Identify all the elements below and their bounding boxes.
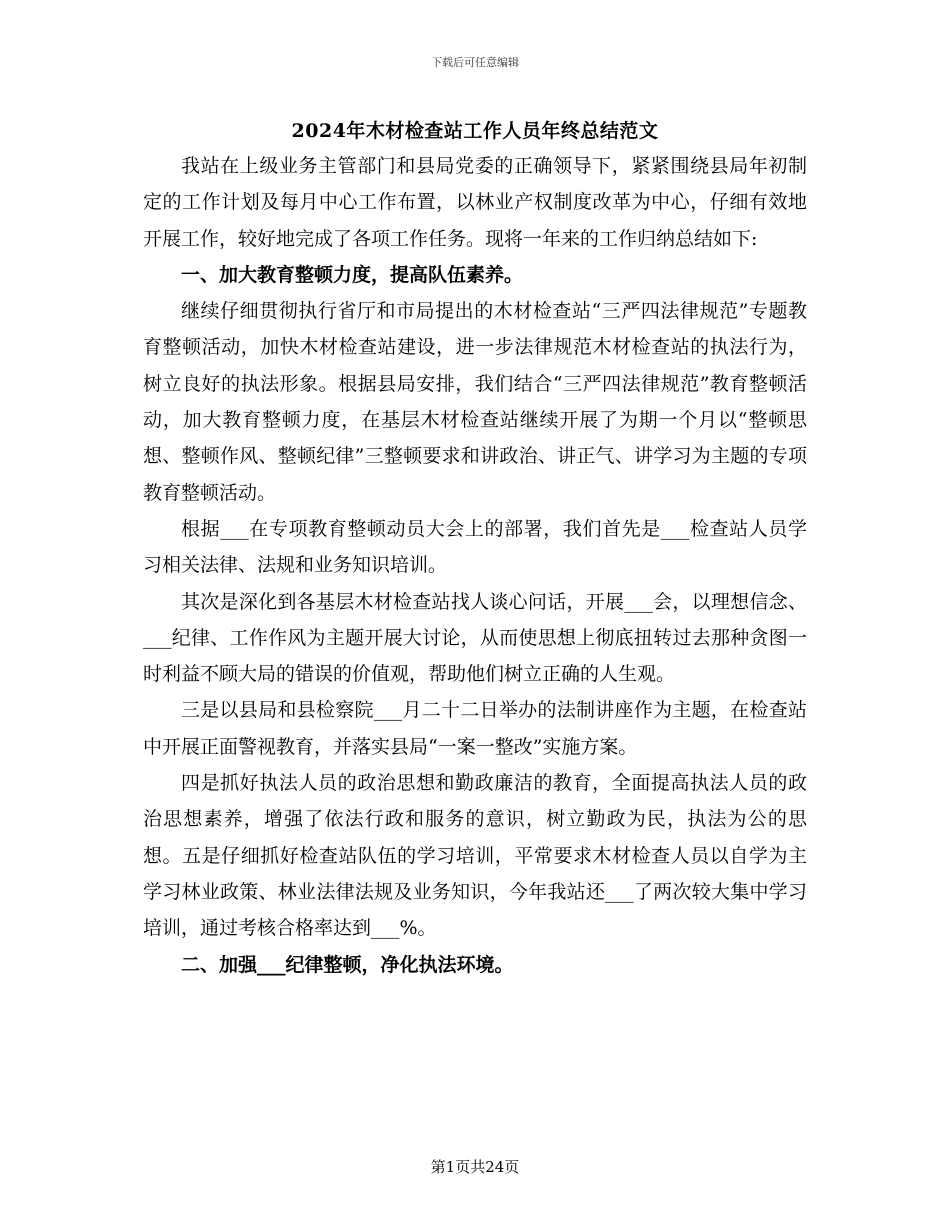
header-note: 下载后可任意编辑	[431, 56, 519, 69]
document-body	[143, 148, 807, 983]
paragraph: 其次是深化到各基层木材检查站找人谈心问话，开展___会，以理想信念、___纪律、工作作风为主题开展大讨论，从而使思想上彻底扭转过去那种贪图一时利益不顾大局的错误的价值观，帮助他们树立正确的人生观。	[143, 590, 807, 686]
section-heading-2: 二、加强___纪律整顿，净化执法环境。	[181, 953, 514, 976]
paragraph: 继续仔细贯彻执行省厅和市局提出的木材检查站“三严四法律规范”专题教育整顿活动，加快木材检查站建设，进一步法律规范木材检查站的执法行为，树立良好的执法形象。根据县局安排，我们结合“三严四法律规范”教育整顿活动，加大教育整顿力度，在基层木材检查站继续开展了为期一个月以“整顿思想、整顿作风、整顿纪律”三整顿要求和讲政治、讲正气、讲学习为主题的专项教育整顿活动。	[143, 300, 807, 504]
page-number: 第1页共24页	[430, 1158, 520, 1176]
paragraph: 四是抓好执法人员的政治思想和勤政廉洁的教育，全面提高执法人员的政治思想素养，增强了依法行政和服务的意识，树立勤政为民，执法为公的思想。五是仔细抓好检查站队伍的学习培训，平常要求木材检查人员以自学为主学习林业政策、林业法律法规及业务知识，今年我站还___了两次较大集中学习培训，通过考核合格率达到___%。	[143, 772, 807, 940]
paragraph: 根据___在专项教育整顿动员大会上的部署，我们首先是___检查站人员学习相关法律、法规和业务知识培训。	[143, 517, 807, 577]
document-title: 2024年木材检查站工作人员年终总结范文	[291, 120, 659, 142]
paragraph-intro: 我站在上级业务主管部门和县局党委的正确领导下，紧紧围绕县局年初制定的工作计划及每月中心工作布置，以林业产权制度改革为中心，仔细有效地开展工作，较好地完成了各项工作任务。现将一年来的工作归纳总结如下:	[143, 155, 807, 250]
paragraph: 三是以县局和县检察院___月二十二日举办的法制讲座作为主题，在检查站中开展正面警视教育，并落实县局“一案一整改”实施方案。	[143, 699, 807, 758]
section-heading-1: 一、加大教育整顿力度，提高队伍素养。	[181, 263, 524, 286]
